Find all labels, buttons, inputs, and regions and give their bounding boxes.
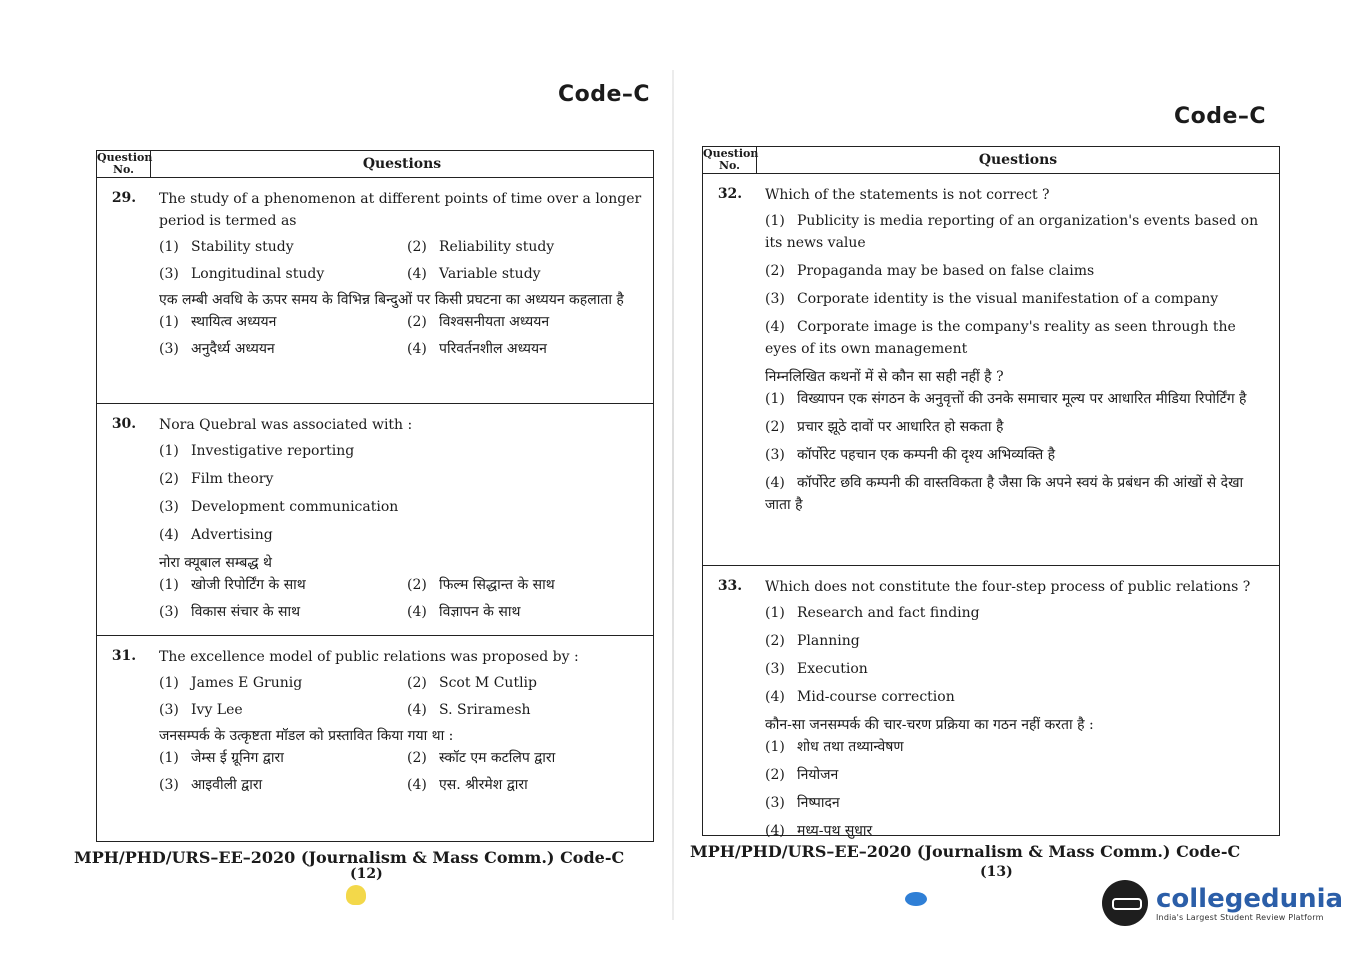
hindi-option-2: (2) प्रचार झूठे दावों पर आधारित हो सकता है <box>765 419 1004 435</box>
question-block-29 <box>97 178 653 404</box>
question-text: Which does not constitute the four-step process of public relations ? <box>765 579 1251 595</box>
question-number: 33. <box>717 578 743 594</box>
option-4: (4) Corporate image is the company's reality as seen through the eyes of its own management <box>765 319 1236 357</box>
hindi-question-text: नोरा क्यूबाल सम्बद्ध थे <box>159 555 272 571</box>
left-question-table <box>96 150 654 842</box>
hindi-question-text: एक लम्बी अवधि के ऊपर समय के विभिन्न बिन्दुओं पर किसी प्रघटना का अध्ययन कहलाता है <box>159 292 624 308</box>
hindi-option-2: (2) फिल्म सिद्धान्त के साथ <box>407 577 555 593</box>
hindi-option-3: (3) निष्पादन <box>765 795 840 811</box>
hindi-option-1: (1) शोध तथा तथ्यान्वेषण <box>765 739 904 755</box>
right-code-label: Code–C <box>1174 104 1267 129</box>
left-code-label: Code–C <box>558 82 651 107</box>
questions-header: Questions <box>362 156 442 172</box>
hindi-option-2: (2) नियोजन <box>765 767 839 783</box>
question-number: 31. <box>111 648 137 664</box>
page-fold <box>672 70 674 920</box>
option-2: (2) Scot M Cutlip <box>407 675 537 691</box>
option-1: (1) Stability study <box>159 239 294 255</box>
collegedunia-logo <box>1102 880 1343 926</box>
question-number: 29. <box>111 190 137 206</box>
hindi-option-1: (1) विख्यापन एक संगठन के अनुवृत्तों की उनके समाचार मूल्य पर आधारित मीडिया रिपोर्टिंग है <box>765 391 1247 407</box>
question-block-31 <box>97 636 653 841</box>
hindi-option-1: (1) जेम्स ई ग्रूनिग द्वारा <box>159 750 284 766</box>
question-block-33 <box>703 566 1279 839</box>
question-no-header: Question No. <box>97 151 153 176</box>
question-text: Which of the statements is not correct ? <box>765 187 1050 203</box>
ink-smudge <box>346 885 366 905</box>
hindi-option-4: (4) परिवर्तनशील अध्ययन <box>407 341 547 357</box>
question-text: The study of a phenomenon at different points of time over a longer period is termed as <box>159 191 642 229</box>
table-header <box>97 151 653 178</box>
option-3: (3) Execution <box>765 661 868 677</box>
option-3: (3) Corporate identity is the visual manifestation of a company <box>765 291 1219 307</box>
hindi-option-3: (3) विकास संचार के साथ <box>159 604 301 620</box>
left-footer: MPH/PHD/URS–EE–2020 (Journalism & Mass Comm.) Code-C <box>74 848 625 867</box>
hindi-option-4: (4) एस. श्रीरमेश द्वारा <box>407 777 528 793</box>
option-2: (2) Film theory <box>159 471 274 487</box>
question-no-header: Question No. <box>703 147 759 172</box>
option-1: (1) Research and fact finding <box>765 605 980 621</box>
hindi-question-text: कौन-सा जनसम्पर्क की चार-चरण प्रक्रिया का गठन नहीं करता है : <box>765 717 1094 733</box>
hindi-option-2: (2) विश्वसनीयता अध्ययन <box>407 314 550 330</box>
right-question-table <box>702 146 1280 839</box>
hindi-option-1: (1) स्थायित्व अध्ययन <box>159 314 277 330</box>
option-1: (1) Investigative reporting <box>159 443 355 459</box>
question-block-30 <box>97 404 653 636</box>
option-3: (3) Ivy Lee <box>159 702 243 718</box>
table-header <box>703 147 1279 174</box>
graduate-mascot-icon <box>1102 880 1148 926</box>
option-3: (3) Development communication <box>159 499 399 515</box>
hindi-option-3: (3) अनुदैर्ध्य अध्ययन <box>159 341 275 357</box>
left-page-number: (12) <box>350 866 383 882</box>
question-block-32 <box>703 174 1279 566</box>
hindi-question-text: निम्नलिखित कथनों में से कौन सा सही नहीं है ? <box>765 369 1004 385</box>
ink-smudge <box>905 892 927 906</box>
option-4: (4) Advertising <box>159 527 273 543</box>
option-1: (1) Publicity is media reporting of an organization's events based on its news value <box>765 213 1259 251</box>
option-3: (3) Longitudinal study <box>159 266 325 282</box>
option-4: (4) Variable study <box>407 266 541 282</box>
hindi-option-3: (3) कॉर्पोरेट पहचान एक कम्पनी की दृश्य अभिव्यक्ति है <box>765 447 1056 463</box>
right-page-number: (13) <box>980 864 1013 880</box>
question-number: 32. <box>717 186 743 202</box>
logo-tagline: India's Largest Student Review Platform <box>1156 912 1324 922</box>
hindi-option-4: (4) विज्ञापन के साथ <box>407 604 521 620</box>
right-footer: MPH/PHD/URS–EE–2020 (Journalism & Mass Comm.) Code-C <box>690 842 1241 861</box>
option-4: (4) Mid-course correction <box>765 689 955 705</box>
option-2: (2) Propaganda may be based on false claims <box>765 263 1095 279</box>
hindi-option-2: (2) स्कॉट एम कटलिप द्वारा <box>407 750 556 766</box>
hindi-option-4: (4) मध्य-पथ सुधार <box>765 823 873 839</box>
question-text: Nora Quebral was associated with : <box>159 417 413 433</box>
hindi-option-1: (1) खोजी रिपोर्टिंग के साथ <box>159 577 306 593</box>
option-2: (2) Planning <box>765 633 860 649</box>
hindi-option-4: (4) कॉर्पोरेट छवि कम्पनी की वास्तविकता है जैसा कि अपने स्वयं के प्रबंधन की आंखों से देखा जाता है <box>765 475 1244 513</box>
hindi-question-text: जनसम्पर्क के उत्कृष्टता मॉडल को प्रस्तावित किया गया था : <box>159 728 454 744</box>
question-number: 30. <box>111 416 137 432</box>
option-2: (2) Reliability study <box>407 239 555 255</box>
logo-name: collegedunia <box>1156 883 1344 914</box>
option-4: (4) S. Sriramesh <box>407 702 531 718</box>
hindi-option-3: (3) आइवीली द्वारा <box>159 777 263 793</box>
question-text: The excellence model of public relations was proposed by : <box>159 649 579 665</box>
questions-header: Questions <box>978 152 1058 168</box>
option-1: (1) James E Grunig <box>159 675 303 691</box>
